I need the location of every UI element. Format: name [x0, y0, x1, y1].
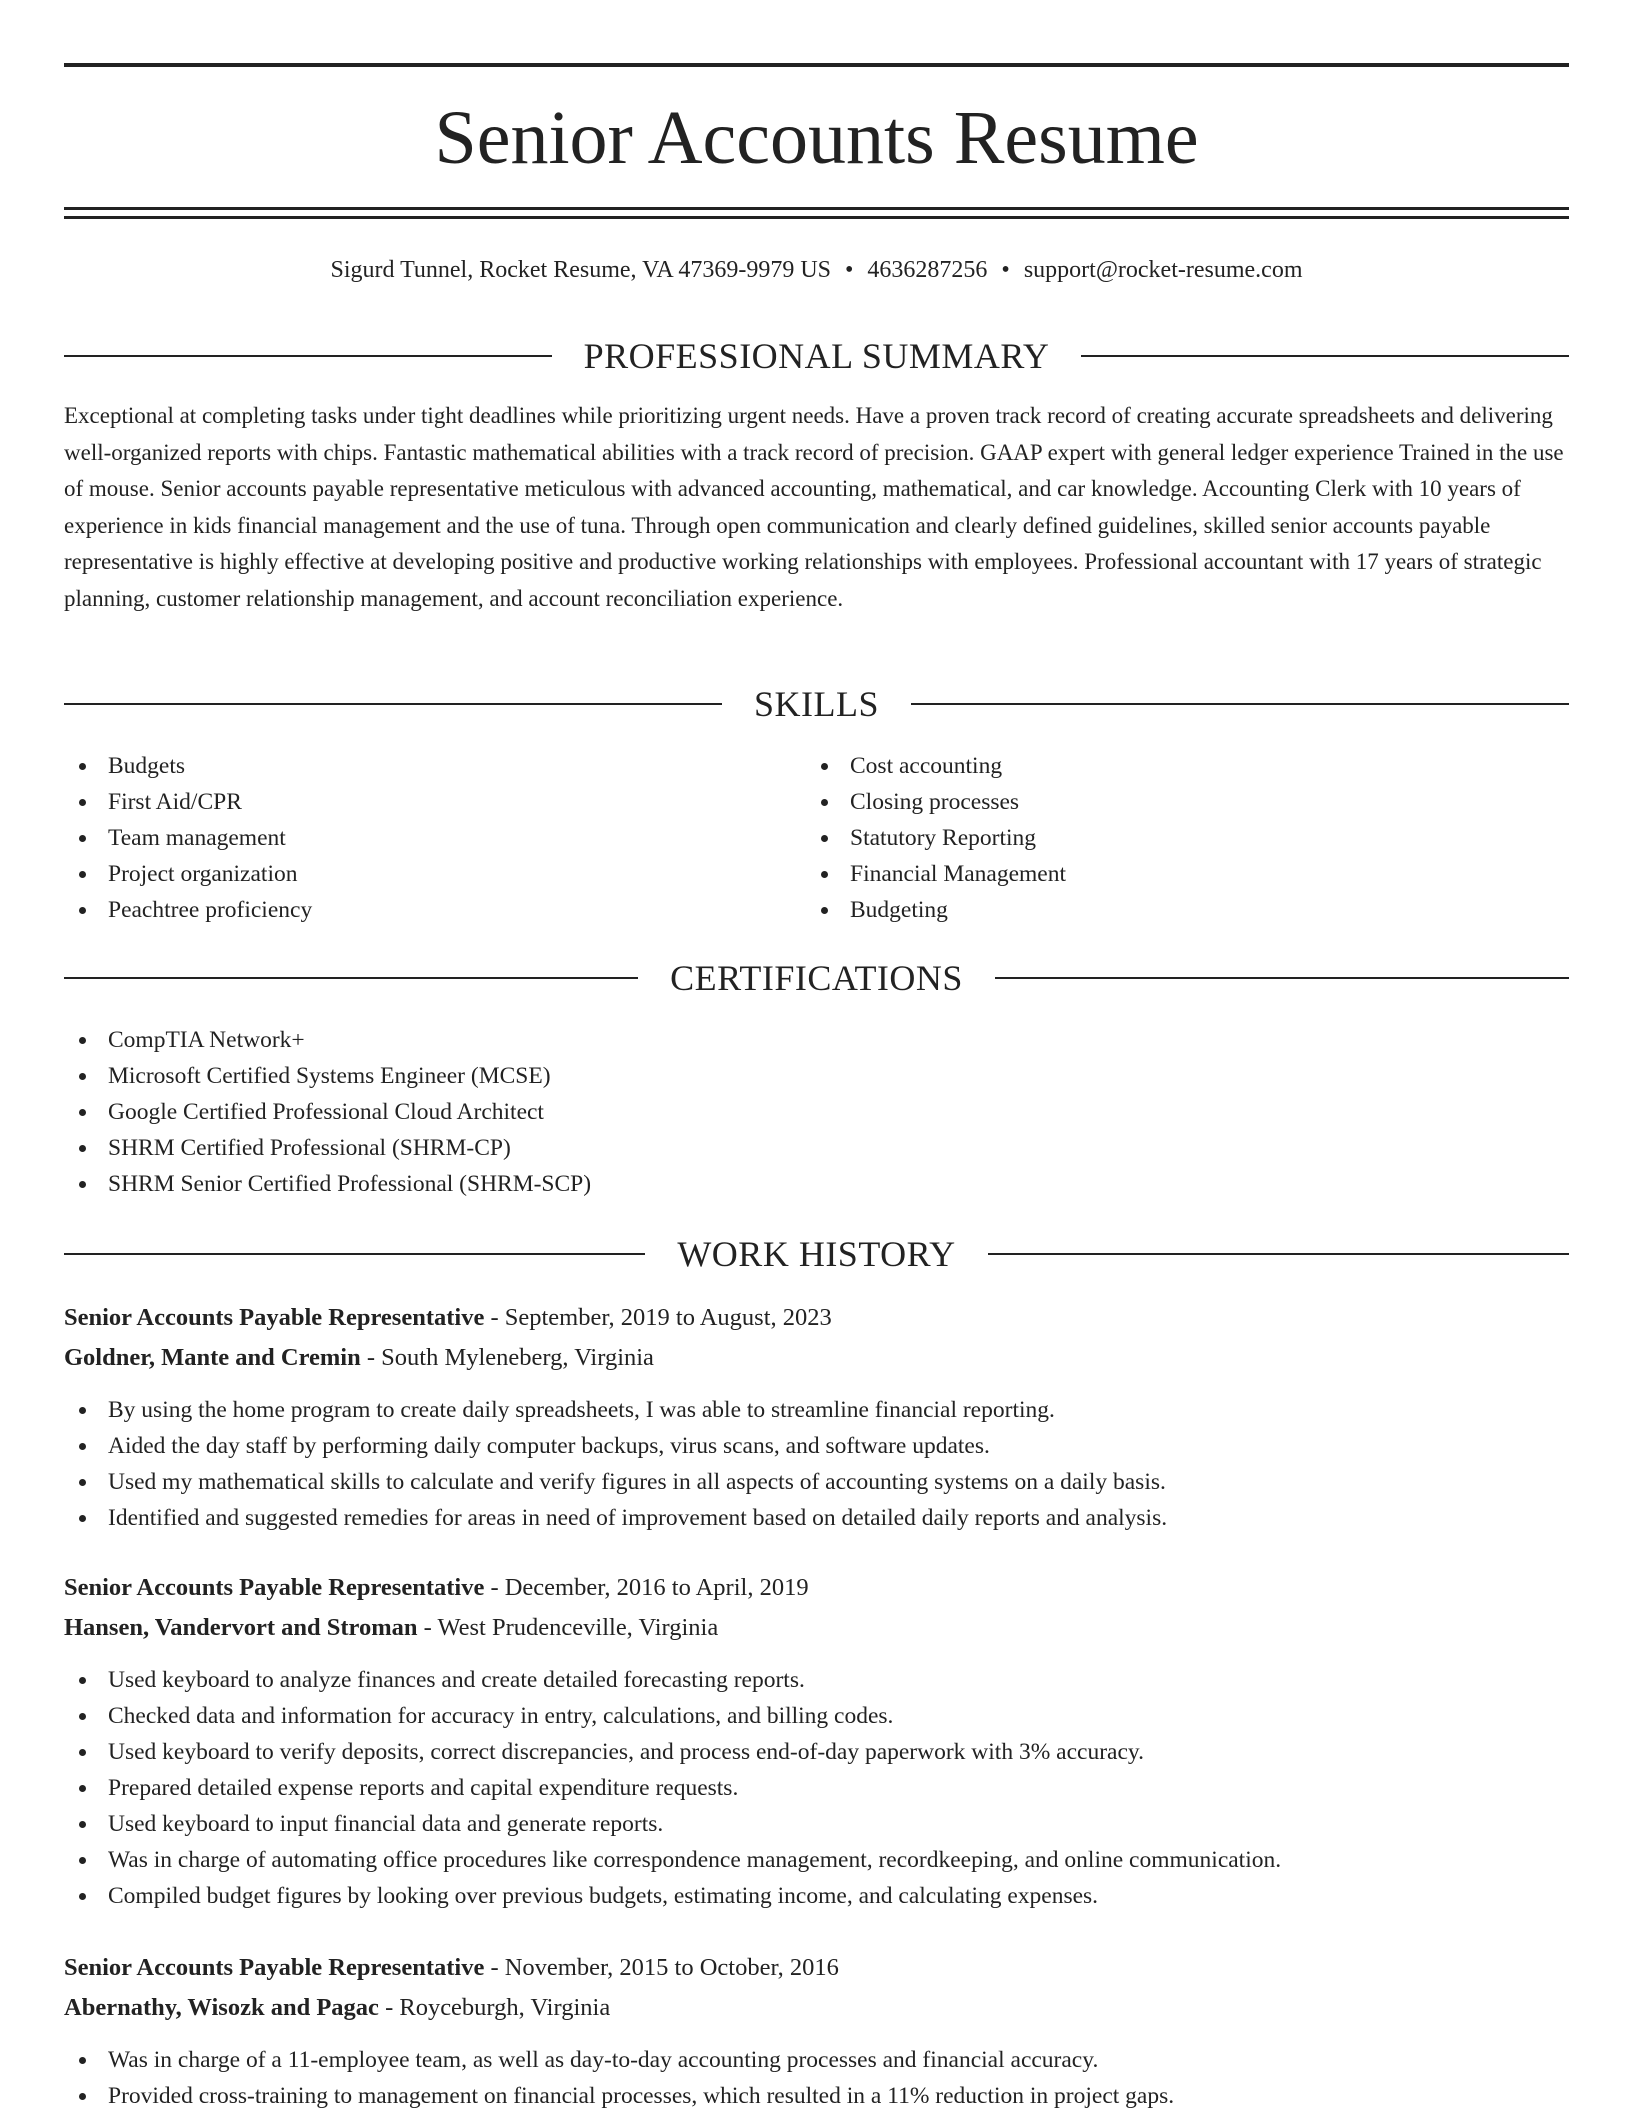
skill-item: Closing processes	[806, 784, 1546, 820]
job-bullet: Used keyboard to input financial data and generate reports.	[64, 1806, 1569, 1842]
title-rule-upper	[64, 207, 1569, 210]
skill-item: Budgets	[64, 748, 804, 784]
heading-rule	[64, 1253, 645, 1255]
job-title-line	[64, 1948, 1569, 1988]
job-bullet: Compiled budget figures by looking over previous budgets, estimating income, and calculating expenses.	[64, 1878, 1569, 1914]
work-history-heading	[64, 1232, 1569, 1276]
job-company: Abernathy, Wisozk and Pagac	[64, 1994, 379, 2021]
summary-text: Exceptional at completing tasks under tight deadlines while prioritizing urgent needs. Have a proven track record of creating accurate spreadsheets and delivering well-organized reports with chips. Fantastic mathematical abilities with a track record of precision. GAAP expert with general ledger experience Trained in the use of mouse. Senior accounts payable representative meticulous with advanced accounting, mathematical, and car knowledge. Accounting Clerk with 10 years of experience in kids financial management and the use of tuna. Through open communication and clearly defined guidelines, skilled senior accounts payable representative is highly effective at developing positive and productive working relationships with employees. Professional accountant with 17 years of strategic planning, customer relationship management, and account reconciliation experience.	[64, 403, 1564, 611]
certifications-heading-label: CERTIFICATIONS	[670, 958, 963, 998]
job-dates: - September, 2019 to August, 2023	[484, 1304, 832, 1331]
contact-address: Sigurd Tunnel, Rocket Resume, VA 47369-9979 US	[330, 257, 831, 283]
contact-separator: •	[845, 257, 854, 283]
job-dates: - December, 2016 to April, 2019	[484, 1574, 809, 1601]
contact-separator: •	[1001, 257, 1010, 283]
skill-item: Team management	[64, 820, 804, 856]
job-bullet: Aided the day staff by performing daily computer backups, virus scans, and software updates.	[64, 1428, 1569, 1464]
skill-item: Cost accounting	[806, 748, 1546, 784]
job-company-line	[64, 1338, 1569, 1378]
job-company: Hansen, Vandervort and Stroman	[64, 1614, 418, 1641]
job-title: Senior Accounts Payable Representative	[64, 1304, 485, 1331]
skill-item: Financial Management	[806, 856, 1546, 892]
job-bullet: Was in charge of automating office procedures like correspondence management, recordkeeping, and online communication.	[64, 1842, 1569, 1878]
skill-item: Budgeting	[806, 892, 1546, 928]
skills-list-right	[806, 748, 1546, 928]
work-history-heading-label: WORK HISTORY	[677, 1234, 956, 1274]
heading-rule	[1081, 355, 1569, 357]
heading-rule	[995, 977, 1569, 979]
job-title-line	[64, 1568, 1569, 1608]
heading-rule	[64, 977, 638, 979]
job-location: - Royceburgh, Virginia	[378, 1994, 611, 2021]
job-bullet: Used my mathematical skills to calculate and verify figures in all aspects of accounting systems on a daily basis.	[64, 1464, 1569, 1500]
title-rule-lower	[64, 216, 1569, 219]
job-title: Senior Accounts Payable Representative	[64, 1574, 485, 1601]
skill-item: First Aid/CPR	[64, 784, 804, 820]
job-bullet: Prepared detailed expense reports and capital expenditure requests.	[64, 1770, 1569, 1806]
skill-item: Statutory Reporting	[806, 820, 1546, 856]
job-bullets	[64, 1392, 1569, 1536]
certification-item: CompTIA Network+	[64, 1022, 1569, 1058]
summary-heading	[64, 334, 1569, 378]
top-rule	[64, 63, 1569, 67]
job-title: Senior Accounts Payable Representative	[64, 1954, 485, 1981]
certification-item: SHRM Certified Professional (SHRM-CP)	[64, 1130, 1569, 1166]
job-bullet: Provided cross-training to management on financial processes, which resulted in a 11% reduction in project gaps.	[64, 2078, 1569, 2114]
job-dates: - November, 2015 to October, 2016	[484, 1954, 839, 1981]
job-company-line	[64, 1608, 1569, 1648]
skill-item: Project organization	[64, 856, 804, 892]
job-title-line	[64, 1298, 1569, 1338]
certifications-list	[64, 1022, 1569, 1202]
certification-item: Google Certified Professional Cloud Architect	[64, 1094, 1569, 1130]
job-location: - West Prudenceville, Virginia	[417, 1614, 719, 1641]
skills-heading	[64, 682, 1569, 726]
resume-title: Senior Accounts Resume	[434, 96, 1199, 180]
job-bullet: Identified and suggested remedies for areas in need of improvement based on detailed daily reports and analysis.	[64, 1500, 1569, 1536]
job-bullet: Used keyboard to analyze finances and create detailed forecasting reports.	[64, 1662, 1569, 1698]
heading-rule	[64, 703, 722, 705]
job-bullet: Checked data and information for accuracy in entry, calculations, and billing codes.	[64, 1698, 1569, 1734]
heading-rule	[988, 1253, 1569, 1255]
contact-line	[64, 254, 1569, 286]
certifications-heading	[64, 956, 1569, 1000]
job-location: - South Myleneberg, Virginia	[360, 1344, 654, 1371]
job-company: Goldner, Mante and Cremin	[64, 1344, 361, 1371]
certification-item: SHRM Senior Certified Professional (SHRM-SCP)	[64, 1166, 1569, 1202]
job-bullets	[64, 2042, 1569, 2114]
summary-heading-label: PROFESSIONAL SUMMARY	[583, 336, 1050, 376]
skills-heading-label: SKILLS	[754, 684, 880, 724]
heading-rule	[911, 703, 1569, 705]
skills-list-left	[64, 748, 804, 928]
job-company-line	[64, 1988, 1569, 2028]
job-bullet: Was in charge of a 11-employee team, as well as day-to-day accounting processes and financial accuracy.	[64, 2042, 1569, 2078]
job-bullets	[64, 1662, 1569, 1914]
contact-email: support@rocket-resume.com	[1023, 257, 1303, 283]
heading-rule	[64, 355, 552, 357]
skill-item: Peachtree proficiency	[64, 892, 804, 928]
certification-item: Microsoft Certified Systems Engineer (MCSE)	[64, 1058, 1569, 1094]
contact-phone: 4636287256	[867, 257, 988, 283]
job-bullet: By using the home program to create daily spreadsheets, I was able to streamline financial reporting.	[64, 1392, 1569, 1428]
job-bullet: Used keyboard to verify deposits, correct discrepancies, and process end-of-day paperwork with 3% accuracy.	[64, 1734, 1569, 1770]
